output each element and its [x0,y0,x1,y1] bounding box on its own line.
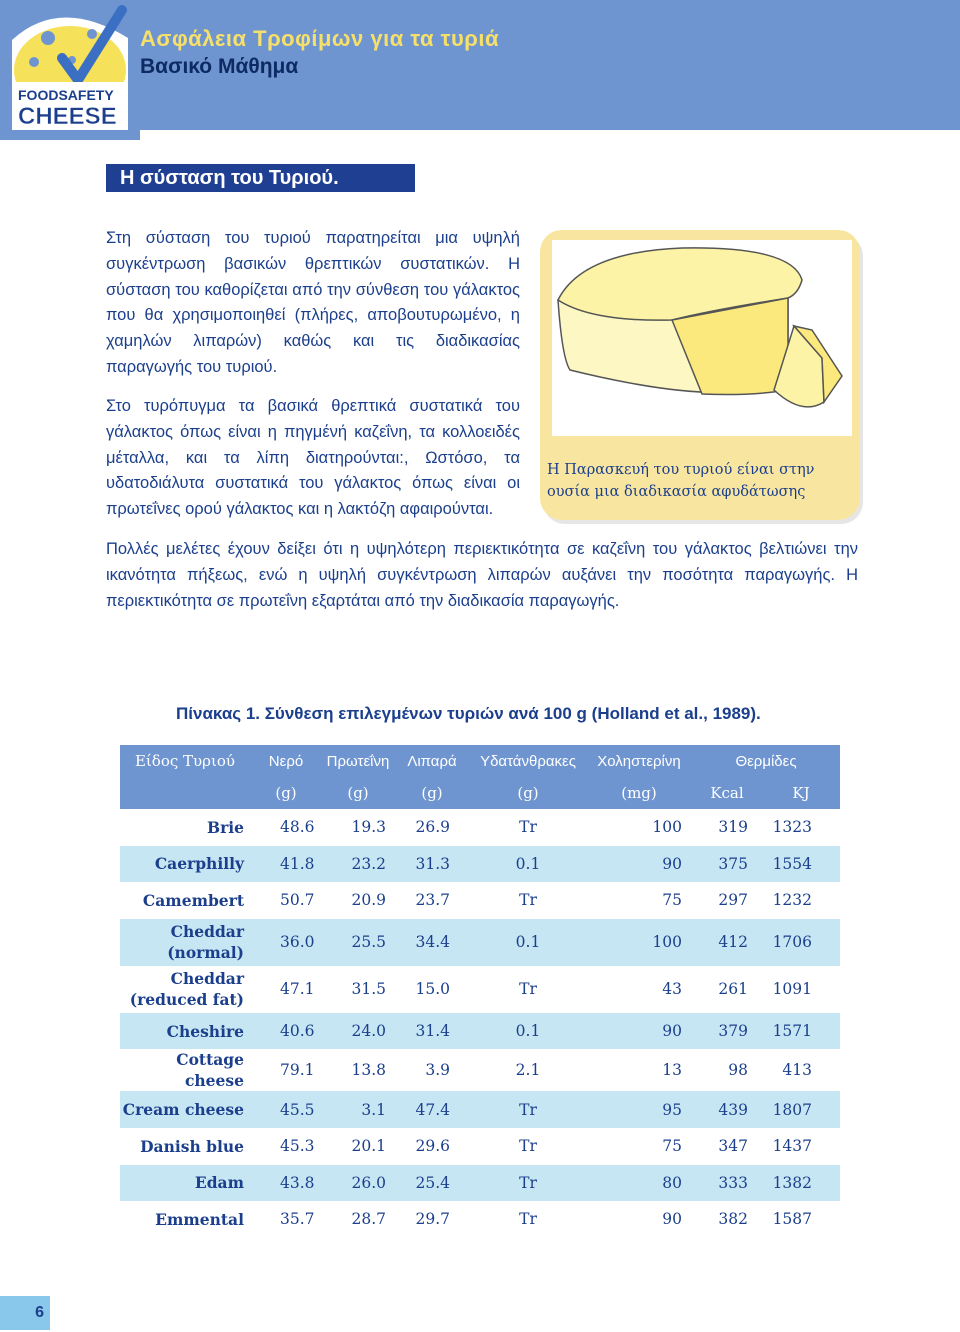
paragraph-studies: Πολλές μελέτες έχουν δείξει ότι η υψηλότερη περιεκτικότητα σε καζεΐνη του γάλακτος βελτιώνει την ικανότητα πήξεως, ενώ η υψηλή συγκέντρωση λιπαρών αυξάνει την ποσότητα παραγωγής. Η περιεκτικότητα σε πρωτεΐνη εξαρτάται από την διαδικασία παραγωγής. [106,540,858,610]
figure-caption: Η Παρασκευή του τυριού είναι στην ουσία μια διαδικασία αφυδάτωσης [547,462,815,500]
cell-chol: 90 [662,1210,682,1229]
cell-name: Cheddar (reduced fat) [129,969,244,1010]
unit-fat: (g) [394,777,470,809]
cell-kj: 413 [782,1061,813,1080]
unit-kj: KJ [762,777,840,809]
cell-protein: 31.5 [351,980,386,999]
cell-kj: 1091 [772,980,813,999]
logo-top-text: FOODSAFETY [18,87,114,103]
cell-protein: 24.0 [322,1013,394,1050]
cell-name: Brie [206,817,244,837]
cell-water: 40.6 [250,1013,322,1050]
header-calories: Θερμίδες [692,745,840,777]
cell-carbs: Tr [519,1210,537,1229]
table-row [120,1201,840,1238]
logo-bottom-text: CHEESE [18,103,117,130]
cell-kj: 1587 [772,1210,813,1229]
cell-kcal: 347 [718,1137,748,1156]
cell-protein: 23.2 [322,846,394,883]
cell-kcal: 261 [718,980,748,999]
cell-carbs: Tr [470,1091,586,1128]
unit-water: (g) [250,777,322,809]
cell-kj: 1437 [772,1137,813,1156]
cell-kcal: 319 [718,818,748,837]
cell-water: 35.7 [280,1210,315,1229]
cell-fat: 15.0 [415,980,450,999]
cheese-illustration [552,240,852,436]
cell-kcal: 439 [692,1091,762,1128]
cell-carbs: Tr [519,818,537,837]
cheese-composition-table [120,745,840,1238]
cell-chol: 13 [662,1061,682,1080]
table-row [120,846,840,883]
cell-water: 47.1 [280,980,315,999]
section-heading: Η σύσταση του Τυριού. [106,164,415,192]
page-number: 6 [0,1296,50,1330]
cell-fat: 34.4 [394,919,470,966]
unit-protein: (g) [322,777,394,809]
table-row [120,1091,840,1128]
cell-water: 45.5 [250,1091,322,1128]
cell-kj: 1807 [762,1091,840,1128]
cell-fat: 29.7 [415,1210,450,1229]
cell-kcal: 297 [718,891,748,910]
table-row [120,1165,840,1202]
cell-chol: 80 [586,1165,692,1202]
cell-kj: 1232 [772,891,813,910]
table-row [120,1049,840,1091]
table-row [120,1013,840,1050]
cell-name: Emmental [155,1209,244,1229]
cell-kj: 1554 [762,846,840,883]
cell-fat: 47.4 [394,1091,470,1128]
table-row [120,882,840,919]
cell-kcal: 375 [692,846,762,883]
header-water: Νερό [250,745,322,777]
table-row [120,919,840,966]
unit-empty [120,777,250,809]
unit-cholesterol: (mg) [586,777,692,809]
cheese-drawing-icon [552,240,852,436]
table-caption: Πίνακας 1. Σύνθεση επιλεγμένων τυριών ανά 100 g (Holland et al., 1989). [176,704,761,723]
cell-chol: 90 [586,846,692,883]
cell-water: 41.8 [250,846,322,883]
cell-kcal: 333 [692,1165,762,1202]
header-title: Ασφάλεια Τροφίμων για τα τυριά [140,26,500,51]
table-header-row [120,745,840,777]
cell-kj: 1382 [762,1165,840,1202]
cell-protein: 3.1 [322,1091,394,1128]
paragraph-composition: Στη σύσταση του τυριού παρατηρείται μια υψηλή συγκέντρωση βασικών θρεπτικών συστατικών. Η σύσταση του καθορίζεται από την σύνθεση του γάλακτος που θα χρησιμοποιηθεί (πλήρες, αποβουτυρωμένο, η χαμηλών λιπαρών) καθώς και τις διαδικασίας παραγωγής του τυριού. [106,229,520,376]
header-protein: Πρωτεΐνη [322,745,394,777]
cell-chol: 95 [586,1091,692,1128]
cell-kcal: 98 [728,1061,748,1080]
cell-name: Danish blue [140,1136,244,1156]
cell-name: Caerphilly [120,846,250,883]
cell-carbs: Tr [519,891,537,910]
cell-name: Cottage cheese [176,1050,244,1091]
cell-fat: 26.9 [415,818,450,837]
cell-carbs: 0.1 [470,1013,586,1050]
cell-water: 79.1 [280,1061,315,1080]
cell-protein: 20.1 [351,1137,386,1156]
cell-carbs: 0.1 [470,919,586,966]
cell-protein: 28.7 [351,1210,386,1229]
cell-kcal: 382 [718,1210,748,1229]
cell-kj: 1571 [762,1013,840,1050]
cell-kcal: 379 [692,1013,762,1050]
cell-chol: 43 [662,980,682,999]
cell-protein: 25.5 [322,919,394,966]
cell-carbs: 0.1 [470,846,586,883]
cell-protein: 13.8 [351,1061,386,1080]
cell-kj: 1706 [762,919,840,966]
header-fat: Λιπαρά [394,745,470,777]
cell-fat: 31.4 [394,1013,470,1050]
cell-water: 43.8 [250,1165,322,1202]
table-row [120,1128,840,1165]
paragraph-curd: Στο τυρόπυγμα τα βασικά θρεπτικά συστατικά του γάλακτος όπως είναι η πηγμένή καζεΐνη, τα κολλοειδές μέταλλα, και τα λίπη διατηρούνται:, Ωστόσο, τα υδατοδιάλυτα συστατικά του γάλακτος όπως είναι οι πρωτεΐνες ορού γάλακτος και η λακτόζη αφαιρούνται. [106,397,520,519]
cell-fat: 3.9 [425,1061,450,1080]
cell-name: Camembert [142,890,244,910]
cell-fat: 29.6 [415,1137,450,1156]
cell-chol: 75 [662,1137,682,1156]
cell-fat: 25.4 [394,1165,470,1202]
header-carbohydrates: Υδατάνθρακες [470,745,586,777]
unit-carbohydrates: (g) [470,777,586,809]
cell-carbs: Tr [519,1137,537,1156]
table-row [120,809,840,846]
cell-carbs: Tr [470,1165,586,1202]
cell-water: 48.6 [280,818,315,837]
cell-fat: 31.3 [394,846,470,883]
cell-name: Cheshire [120,1013,250,1050]
cell-protein: 19.3 [351,818,386,837]
cell-fat: 23.7 [415,891,450,910]
unit-kcal: Kcal [692,777,762,809]
cell-protein: 26.0 [322,1165,394,1202]
cell-name: Cream cheese [120,1091,250,1128]
table-row [120,966,840,1013]
cell-chol: 75 [662,891,682,910]
cell-water: 50.7 [280,891,315,910]
cell-name: Cheddar (normal) [120,919,250,966]
cell-protein: 20.9 [351,891,386,910]
cell-carbs: Tr [519,980,537,999]
cell-chol: 100 [586,919,692,966]
foodsafety-cheese-logo [0,0,140,140]
cell-kcal: 412 [692,919,762,966]
cell-name: Edam [120,1165,250,1202]
figure-card [540,230,860,520]
cell-chol: 100 [652,818,682,837]
cell-chol: 90 [586,1013,692,1050]
table-units-row [120,777,840,809]
header-subtitle: Βασικό Μάθημα [140,55,299,78]
header-cheese-type: Είδος Τυριού [120,745,250,777]
cell-carbs: 2.1 [515,1061,541,1080]
cell-water: 45.3 [280,1137,315,1156]
cell-water: 36.0 [250,919,322,966]
cell-kj: 1323 [772,818,813,837]
header-cholesterol: Χοληστερίνη [586,745,692,777]
